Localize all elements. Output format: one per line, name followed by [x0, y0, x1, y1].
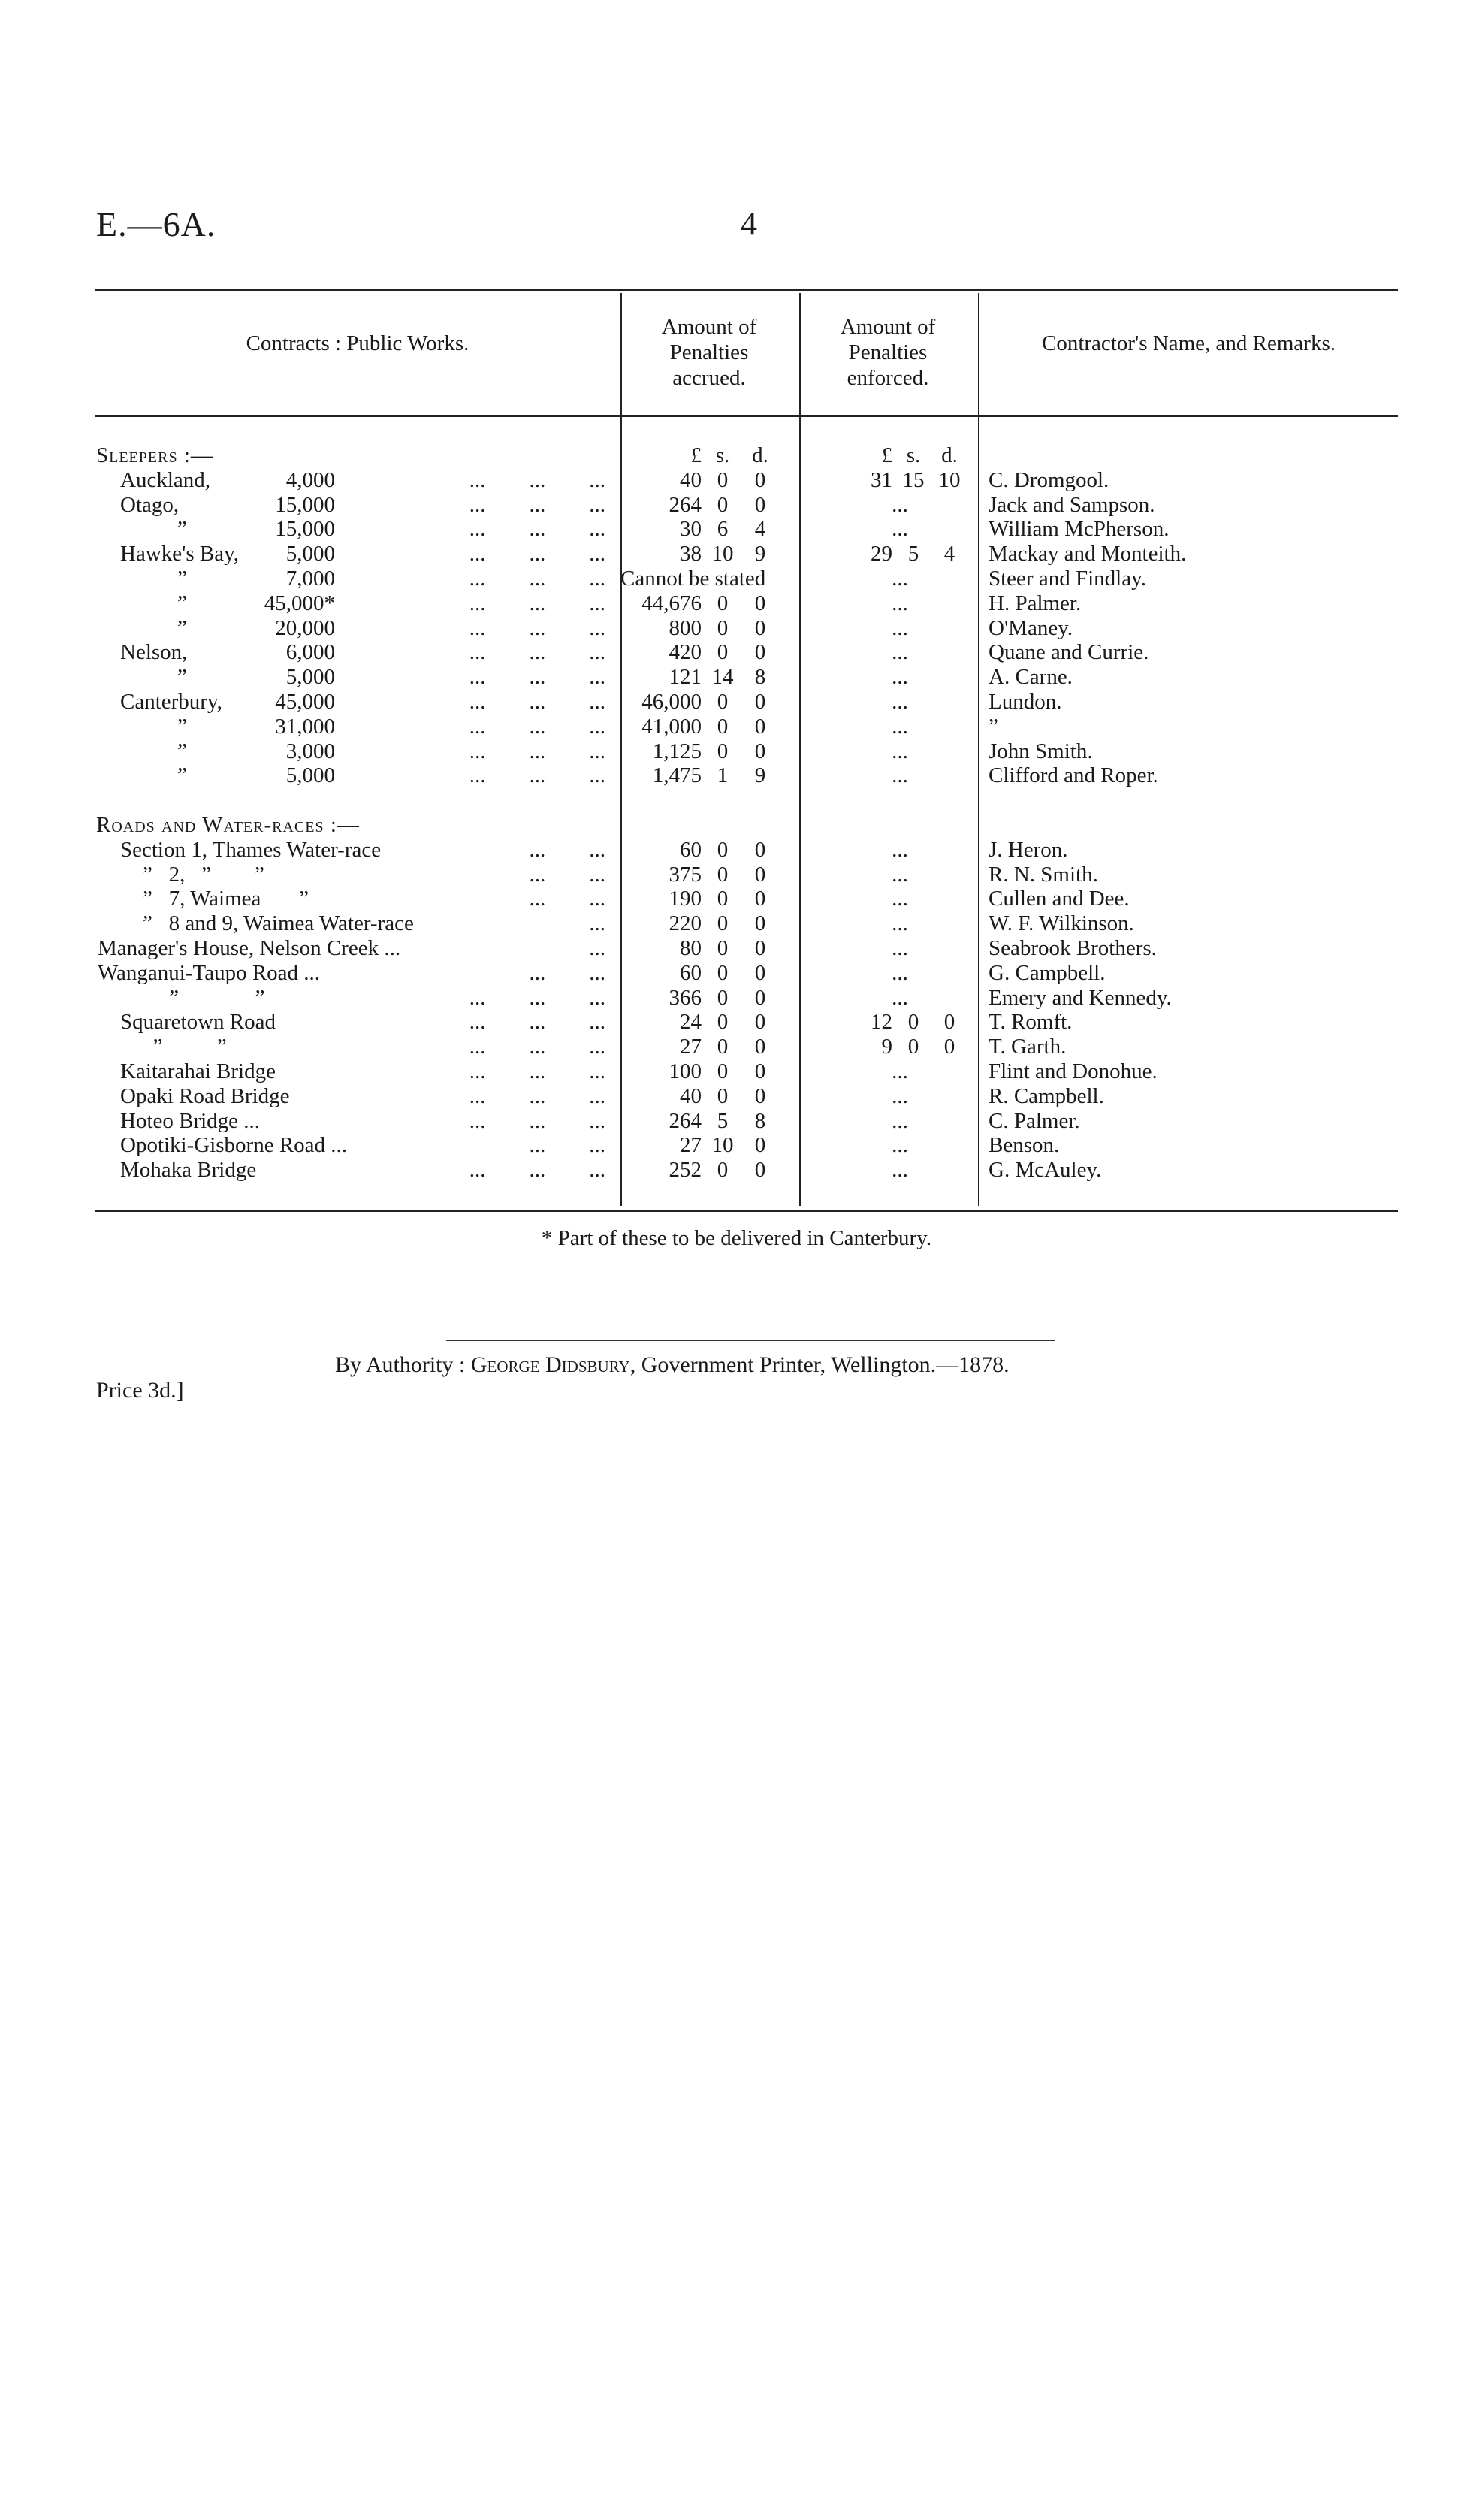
accrued-pence: 0	[754, 837, 766, 862]
contractor-name: Steer and Findlay.	[989, 566, 1146, 591]
accrued-pence: 0	[754, 985, 766, 1010]
contract-label: ”	[177, 763, 187, 788]
table-row	[0, 887, 1473, 911]
leader-dots: ... ... ...	[469, 566, 605, 591]
accrued-shillings: 0	[717, 837, 729, 862]
enforced-amount: ...	[892, 862, 908, 887]
quantity: 5,000	[285, 665, 335, 690]
accrued-pence: 0	[754, 1133, 766, 1158]
accrued-pounds: 264	[669, 492, 702, 517]
enforced-amount: ...	[892, 763, 908, 788]
enforced-shillings: 0	[907, 1035, 919, 1059]
leader-dots: ... ... ...	[469, 517, 605, 542]
table-row	[0, 1133, 1473, 1158]
enforced-amount: ...	[892, 1108, 908, 1133]
accrued-pounds: 46,000	[641, 689, 702, 714]
accrued-pence: 9	[754, 763, 766, 788]
accrued-shillings: 0	[717, 1083, 729, 1108]
section-heading	[0, 443, 1473, 468]
accrued-pounds: 44,676	[641, 591, 702, 615]
quantity: 15,000	[275, 517, 335, 542]
accrued-pence: 0	[754, 1010, 766, 1035]
contract-label: Mohaka Bridge	[120, 1158, 257, 1183]
enforced-amount: ...	[892, 985, 908, 1010]
leader-dots: ... ... ...	[469, 640, 605, 665]
leader-dots: ... ... ...	[469, 591, 605, 615]
enforced-amount: ...	[892, 935, 908, 960]
accrued-shillings: 0	[717, 985, 729, 1010]
enforced-pounds: 31	[871, 467, 892, 492]
contract-label: ” 2, ” ”	[143, 862, 264, 887]
contract-label: Squaretown Road	[120, 1010, 276, 1035]
accrued-pounds: 38	[680, 542, 702, 567]
table-row	[0, 517, 1473, 542]
accrued-pounds: 800	[669, 615, 702, 640]
section-gap	[0, 788, 1473, 813]
accrued-pence: 0	[754, 1059, 766, 1083]
accrued-shillings: 0	[717, 714, 729, 739]
section-heading	[0, 813, 1473, 838]
table-row	[0, 863, 1473, 887]
contract-label: ” ”	[120, 1035, 227, 1059]
accrued-pence: 0	[754, 591, 766, 615]
table-row	[0, 1059, 1473, 1084]
quantity: 5,000	[285, 542, 335, 567]
contract-label: Opaki Road Bridge	[120, 1083, 290, 1108]
leader-dots: ... ... ...	[469, 739, 605, 763]
unit-pence: d.	[941, 443, 958, 467]
accrued-pounds: 60	[680, 837, 702, 862]
enforced-amount: ...	[892, 887, 908, 911]
contract-label: ”	[177, 517, 187, 542]
contract-label: ” 8 and 9, Waimea Water-race	[143, 911, 414, 936]
contractor-name: C. Dromgool.	[989, 467, 1109, 492]
leader-dots: ... ... ...	[469, 1158, 605, 1183]
enforced-amount: ...	[892, 689, 908, 714]
quantity: 45,000*	[264, 591, 335, 615]
accrued-pence: 0	[754, 492, 766, 517]
table-row	[0, 468, 1473, 493]
enforced-pence: 10	[938, 467, 961, 492]
accrued-pence: 0	[754, 615, 766, 640]
enforced-pence: 0	[943, 1035, 955, 1059]
enforced-amount: ...	[892, 1158, 908, 1183]
contract-label: Nelson,	[120, 640, 188, 665]
accrued-pence: 0	[754, 1083, 766, 1108]
enforced-amount: ...	[892, 960, 908, 985]
authority-prefix: By Authority :	[335, 1352, 466, 1377]
contractor-name: Flint and Donohue.	[989, 1059, 1158, 1083]
enforced-shillings: 0	[907, 1010, 919, 1035]
enforced-amount: ...	[892, 492, 908, 517]
quantity: 3,000	[285, 739, 335, 763]
accrued-pounds: 1,475	[652, 763, 702, 788]
table-row	[0, 1109, 1473, 1134]
contract-label: Section 1, Thames Water-race	[120, 837, 382, 862]
contractor-name: R. Campbell.	[989, 1083, 1104, 1108]
accrued-pence: 0	[754, 862, 766, 887]
leader-dots: ... ... ...	[469, 763, 605, 788]
table-row	[0, 763, 1473, 788]
contractor-name: T. Romft.	[989, 1010, 1073, 1035]
contractor-name: H. Palmer.	[989, 591, 1082, 615]
accrued-shillings: 0	[717, 1035, 729, 1059]
contractor-name: W. F. Wilkinson.	[989, 911, 1134, 936]
accrued-shillings: 0	[717, 1010, 729, 1035]
contractor-name: G. McAuley.	[989, 1158, 1102, 1183]
accrued-shillings: 6	[717, 517, 729, 542]
section-title: Sleepers :—	[96, 443, 213, 467]
contractor-name: Benson.	[989, 1133, 1060, 1158]
table-row	[0, 986, 1473, 1011]
contractor-name: J. Heron.	[989, 837, 1068, 862]
column-header-enforced: Amount of Penalties enforced.	[840, 315, 936, 390]
table-row	[0, 591, 1473, 616]
table-row	[0, 690, 1473, 715]
table-row	[0, 616, 1473, 641]
table-row	[0, 567, 1473, 591]
contractor-name: T. Garth.	[989, 1035, 1067, 1059]
enforced-pence: 4	[943, 542, 955, 567]
contractor-name: G. Campbell.	[989, 960, 1106, 985]
enforced-pence: 0	[943, 1010, 955, 1035]
accrued-pence: 9	[754, 542, 766, 567]
unit-shillings: s.	[715, 443, 730, 467]
leader-dots: ... ... ...	[469, 1083, 605, 1108]
enforced-amount: ...	[892, 615, 908, 640]
accrued-pence: 0	[754, 887, 766, 911]
accrued-pounds: 420	[669, 640, 702, 665]
leader-dots: ... ... ...	[469, 1059, 605, 1083]
enforced-pounds: 12	[871, 1010, 892, 1035]
accrued-pence: 8	[754, 1108, 766, 1133]
contract-label: ”	[177, 714, 187, 739]
accrued-pounds: 121	[669, 665, 702, 690]
enforced-shillings: 15	[902, 467, 925, 492]
section-title: Roads and Water-races :—	[96, 812, 360, 837]
contract-label: ” 7, Waimea ”	[143, 887, 309, 911]
accrued-pounds: 24	[680, 1010, 702, 1035]
accrued-shillings: 10	[711, 542, 734, 567]
accrued-pounds: 190	[669, 887, 702, 911]
enforced-amount: ...	[892, 837, 908, 862]
contract-label: ” ”	[120, 985, 265, 1010]
contract-label: Hoteo Bridge ...	[120, 1108, 261, 1133]
table-row	[0, 1084, 1473, 1109]
quantity: 15,000	[275, 492, 335, 517]
leader-dots: ... ... ...	[469, 492, 605, 517]
leader-dots: ... ... ...	[469, 1010, 605, 1035]
contractor-name: Jack and Sampson.	[989, 492, 1155, 517]
contractor-name: Seabrook Brothers.	[989, 935, 1157, 960]
contract-label: Kaitarahai Bridge	[120, 1059, 276, 1083]
accrued-pounds: 100	[669, 1059, 702, 1083]
leader-dots: ... ...	[529, 862, 605, 887]
table-row	[0, 838, 1473, 863]
accrued-pence: 0	[754, 960, 766, 985]
unit-pence: d.	[752, 443, 768, 467]
column-header-contractor: Contractor's Name, and Remarks.	[1042, 331, 1336, 355]
authority-suffix: Government Printer, Wellington.—1878.	[641, 1352, 1010, 1377]
contractor-name: Cullen and Dee.	[989, 887, 1130, 911]
accrued-shillings: 1	[717, 763, 729, 788]
accrued-shillings: 0	[717, 640, 729, 665]
accrued-pounds: 30	[680, 517, 702, 542]
accrued-shillings: 0	[717, 1158, 729, 1183]
contract-label: ”	[177, 665, 187, 690]
accrued-pounds: 80	[680, 935, 702, 960]
table-row	[0, 911, 1473, 936]
accrued-pence: 8	[754, 665, 766, 690]
contract-label: Opotiki-Gisborne Road ...	[120, 1133, 348, 1158]
accrued-pence: 0	[754, 1035, 766, 1059]
table-body	[0, 443, 1473, 1183]
table-row	[0, 493, 1473, 518]
accrued-pence: 0	[754, 1158, 766, 1183]
quantity: 20,000	[275, 615, 335, 640]
leader-dots: ... ...	[529, 960, 605, 985]
header-bottom-rule	[95, 415, 1398, 417]
contract-label: Hawke's Bay,	[120, 542, 239, 567]
quantity: 4,000	[285, 467, 335, 492]
contractor-name: R. N. Smith.	[989, 862, 1098, 887]
enforced-pounds: 29	[871, 542, 892, 567]
table-row	[0, 715, 1473, 739]
contract-label: ”	[177, 566, 187, 591]
accrued-shillings: 0	[717, 960, 729, 985]
contractor-name: Lundon.	[989, 689, 1062, 714]
printer-authority	[335, 1352, 1010, 1378]
unit-pounds: £	[881, 443, 892, 467]
leader-dots: ... ... ...	[469, 1108, 605, 1133]
accrued-pence: 0	[754, 739, 766, 763]
table-row	[0, 739, 1473, 764]
accrued-shillings: 0	[717, 887, 729, 911]
quantity: 45,000	[275, 689, 335, 714]
contract-label: Manager's House, Nelson Creek ...	[98, 935, 401, 960]
enforced-amount: ...	[892, 1133, 908, 1158]
leader-dots: ... ... ...	[469, 542, 605, 567]
accrued-pence: 0	[754, 640, 766, 665]
contractor-name: John Smith.	[989, 739, 1093, 763]
page-number: 4	[741, 205, 757, 242]
contract-label: ”	[177, 591, 187, 615]
column-header-accrued: Amount of Penalties accrued.	[661, 315, 757, 390]
accrued-pence: 0	[754, 689, 766, 714]
leader-dots: ... ... ...	[469, 689, 605, 714]
accrued-pence: 0	[754, 935, 766, 960]
accrued-shillings: 0	[717, 911, 729, 936]
accrued-shillings: 0	[717, 615, 729, 640]
accrued-shillings: 0	[717, 1059, 729, 1083]
document-code: E.—6A.	[96, 205, 216, 243]
contractor-name: Mackay and Monteith.	[989, 542, 1187, 567]
accrued-amount: Cannot be stated	[620, 566, 766, 591]
accrued-pounds: 366	[669, 985, 702, 1010]
accrued-pounds: 60	[680, 960, 702, 985]
quantity: 31,000	[275, 714, 335, 739]
accrued-shillings: 14	[711, 665, 734, 690]
quantity: 5,000	[285, 763, 335, 788]
contractor-name: Quane and Currie.	[989, 640, 1149, 665]
quantity: 7,000	[285, 566, 335, 591]
accrued-pence: 4	[754, 517, 766, 542]
table-row	[0, 936, 1473, 961]
enforced-pounds: 9	[881, 1035, 892, 1059]
leader-dots: ...	[589, 935, 605, 960]
accrued-pounds: 27	[680, 1133, 702, 1158]
column-header-contracts: Contracts : Public Works.	[246, 331, 469, 355]
contract-label: ”	[177, 615, 187, 640]
footer-rule	[446, 1340, 1055, 1341]
accrued-shillings: 0	[717, 492, 729, 517]
enforced-amount: ...	[892, 1083, 908, 1108]
price: Price 3d.]	[96, 1378, 184, 1403]
accrued-pounds: 1,125	[652, 739, 702, 763]
contract-label: Canterbury,	[120, 689, 222, 714]
contractor-name: O'Maney.	[989, 615, 1073, 640]
table-row	[0, 640, 1473, 665]
leader-dots: ... ... ...	[469, 1035, 605, 1059]
accrued-shillings: 10	[711, 1133, 734, 1158]
enforced-shillings: 5	[907, 542, 919, 567]
contract-label: Wanganui-Taupo Road ...	[98, 960, 321, 985]
leader-dots: ...	[589, 911, 605, 936]
table-row	[0, 961, 1473, 986]
accrued-pounds: 27	[680, 1035, 702, 1059]
accrued-shillings: 0	[717, 591, 729, 615]
contractor-name: C. Palmer.	[989, 1108, 1080, 1133]
contractor-name: Clifford and Roper.	[989, 763, 1158, 788]
table-row	[0, 1158, 1473, 1183]
enforced-amount: ...	[892, 566, 908, 591]
accrued-pence: 0	[754, 714, 766, 739]
accrued-pounds: 375	[669, 862, 702, 887]
accrued-pence: 0	[754, 911, 766, 936]
enforced-amount: ...	[892, 591, 908, 615]
enforced-amount: ...	[892, 665, 908, 690]
enforced-amount: ...	[892, 911, 908, 936]
leader-dots: ... ...	[529, 1133, 605, 1158]
accrued-shillings: 0	[717, 467, 729, 492]
leader-dots: ... ... ...	[469, 985, 605, 1010]
accrued-pence: 0	[754, 467, 766, 492]
contract-label: Otago,	[120, 492, 180, 517]
contractor-name: ”	[989, 714, 998, 739]
enforced-amount: ...	[892, 739, 908, 763]
accrued-shillings: 0	[717, 862, 729, 887]
accrued-pounds: 220	[669, 911, 702, 936]
contractor-name: A. Carne.	[989, 665, 1073, 690]
accrued-pounds: 264	[669, 1108, 702, 1133]
leader-dots: ... ... ...	[469, 615, 605, 640]
contract-label: Auckland,	[120, 467, 210, 492]
enforced-amount: ...	[892, 714, 908, 739]
contractor-name: William McPherson.	[989, 517, 1170, 542]
leader-dots: ... ...	[529, 887, 605, 911]
unit-pounds: £	[690, 443, 702, 467]
unit-shillings: s.	[906, 443, 921, 467]
accrued-shillings: 0	[717, 935, 729, 960]
printer-name: George Didsbury,	[470, 1352, 636, 1377]
table-row	[0, 665, 1473, 690]
accrued-shillings: 0	[717, 739, 729, 763]
enforced-amount: ...	[892, 1059, 908, 1083]
table-row	[0, 1035, 1473, 1059]
leader-dots: ... ... ...	[469, 467, 605, 492]
accrued-shillings: 5	[717, 1108, 729, 1133]
footnote: * Part of these to be delivered in Canterbury.	[541, 1226, 932, 1250]
accrued-pounds: 252	[669, 1158, 702, 1183]
accrued-pounds: 40	[680, 1083, 702, 1108]
accrued-pounds: 40	[680, 467, 702, 492]
table-bottom-rule	[95, 1210, 1398, 1212]
enforced-amount: ...	[892, 640, 908, 665]
leader-dots: ... ... ...	[469, 714, 605, 739]
leader-dots: ... ... ...	[469, 665, 605, 690]
accrued-pounds: 41,000	[641, 714, 702, 739]
table-row	[0, 1010, 1473, 1035]
quantity: 6,000	[285, 640, 335, 665]
table-row	[0, 542, 1473, 567]
accrued-shillings: 0	[717, 689, 729, 714]
enforced-amount: ...	[892, 517, 908, 542]
table-top-rule	[95, 289, 1398, 291]
leader-dots: ... ...	[529, 837, 605, 862]
contractor-name: Emery and Kennedy.	[989, 985, 1172, 1010]
contract-label: ”	[177, 739, 187, 763]
